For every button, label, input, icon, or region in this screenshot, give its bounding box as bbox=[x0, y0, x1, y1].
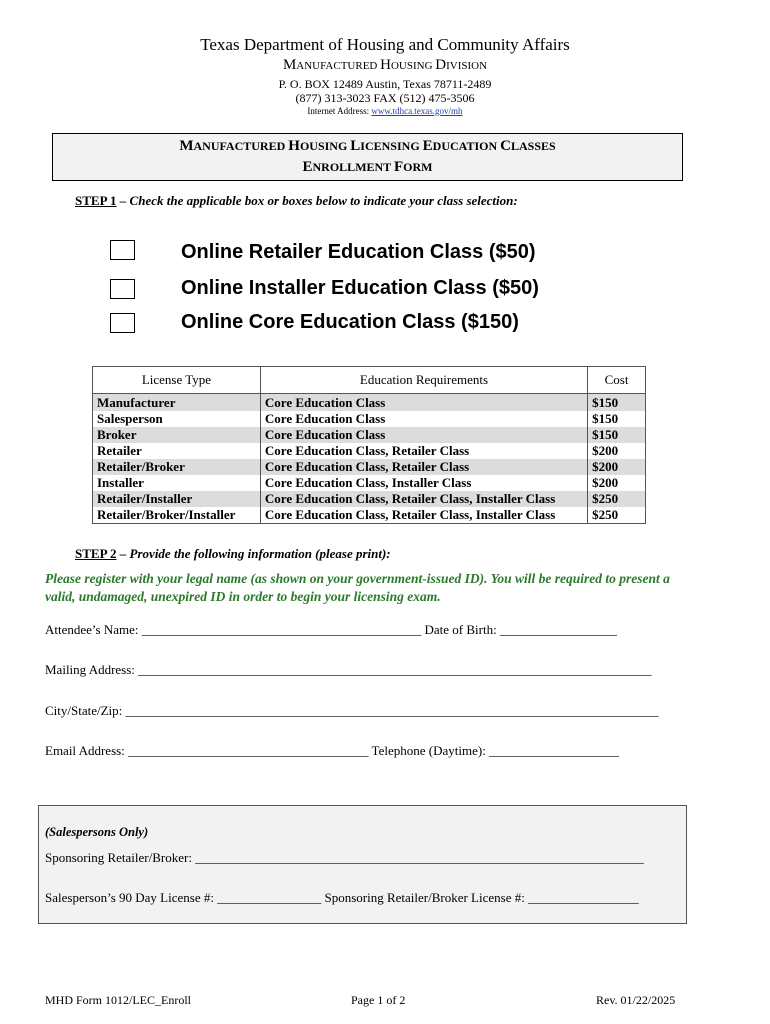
legal-name-notice: Please register with your legal name (as shown on your government-issued ID). You will be required to present a valid, undamaged, unexpired ID in order to begin your licensing exam. bbox=[45, 571, 670, 604]
cost-cell: $150 bbox=[588, 411, 646, 427]
option-core-class: Online Core Education Class ($150) bbox=[181, 311, 519, 333]
cost-cell: $150 bbox=[588, 394, 646, 412]
license-type-cell: Retailer/Installer bbox=[93, 491, 261, 507]
license-type-cell: Manufacturer bbox=[93, 394, 261, 412]
table-row bbox=[93, 475, 646, 491]
cost-cell: $200 bbox=[588, 443, 646, 459]
agency-phone: (877) 313-3023 FAX (512) 475-3506 bbox=[295, 91, 475, 105]
license-type-cell: Retailer bbox=[93, 443, 261, 459]
requirements-cell: Core Education Class, Retailer Class bbox=[260, 459, 587, 475]
license-type-cell: Salesperson bbox=[93, 411, 261, 427]
license-type-cell: Retailer/Broker bbox=[93, 459, 261, 475]
table-row bbox=[93, 427, 646, 443]
sponsoring-retailer-field[interactable]: Sponsoring Retailer/Broker: _____________________________________________________________________ bbox=[45, 850, 644, 865]
checkbox-installer-class[interactable] bbox=[110, 279, 135, 299]
revision-date: Rev. 01/22/2025 bbox=[596, 993, 676, 1007]
internet-address: Internet Address: www.tdhca.texas.gov/mh bbox=[307, 106, 463, 116]
license-type-cell: Retailer/Broker/Installer bbox=[93, 507, 261, 524]
header-license-type: License Type bbox=[93, 367, 261, 394]
requirements-cell: Core Education Class, Retailer Class, Installer Class bbox=[260, 507, 587, 524]
agency-address: P. O. BOX 12489 Austin, Texas 78711-2489 bbox=[278, 77, 492, 91]
table-row bbox=[93, 491, 646, 507]
requirements-cell: Core Education Class, Retailer Class bbox=[260, 443, 587, 459]
table-row bbox=[93, 507, 646, 524]
license-type-cell: Installer bbox=[93, 475, 261, 491]
checkbox-retailer-class[interactable] bbox=[110, 240, 135, 260]
division-name: MANUFACTURED HOUSING DIVISION bbox=[282, 57, 488, 73]
license-requirements-table bbox=[92, 366, 646, 524]
table-row bbox=[93, 411, 646, 427]
page-number: Page 1 of 2 bbox=[351, 993, 406, 1007]
table-row bbox=[93, 443, 646, 459]
form-title-line2: ENROLLMENT FORM bbox=[302, 159, 433, 175]
license-type-cell: Broker bbox=[93, 427, 261, 443]
option-installer-class: Online Installer Education Class ($50) bbox=[181, 277, 539, 299]
attendee-name-dob-field[interactable]: Attendee’s Name: ___________________________________________ Date of Birth: __________________ bbox=[45, 622, 617, 637]
cost-cell: $250 bbox=[588, 491, 646, 507]
requirements-cell: Core Education Class, Installer Class bbox=[260, 475, 587, 491]
salesperson-heading: (Salespersons Only) bbox=[45, 825, 149, 839]
cost-cell: $250 bbox=[588, 507, 646, 524]
header-education-requirements: Education Requirements bbox=[260, 367, 587, 394]
form-title-line1: MANUFACTURED HOUSING LICENSING EDUCATION CLASSES bbox=[179, 138, 556, 154]
cost-cell: $150 bbox=[588, 427, 646, 443]
requirements-cell: Core Education Class bbox=[260, 411, 587, 427]
form-id: MHD Form 1012/LEC_Enroll bbox=[45, 993, 191, 1007]
cost-cell: $200 bbox=[588, 475, 646, 491]
city-state-zip-field[interactable]: City/State/Zip: __________________________________________________________________________________ bbox=[45, 703, 659, 718]
option-retailer-class: Online Retailer Education Class ($50) bbox=[181, 241, 536, 263]
internet-link[interactable]: www.tdhca.texas.gov/mh bbox=[371, 106, 463, 116]
license-number-field[interactable]: Salesperson’s 90 Day License #: ________________ Sponsoring Retailer/Broker License #: _________________ bbox=[45, 890, 639, 905]
step1-instruction: STEP 1 – Check the applicable box or boxes below to indicate your class selection: bbox=[75, 193, 518, 208]
table-row bbox=[93, 459, 646, 475]
step2-instruction: STEP 2 – Provide the following information (please print): bbox=[75, 546, 391, 561]
header-cost: Cost bbox=[588, 367, 646, 394]
cost-cell: $200 bbox=[588, 459, 646, 475]
requirements-cell: Core Education Class bbox=[260, 394, 587, 412]
checkbox-core-class[interactable] bbox=[110, 313, 135, 333]
table-row bbox=[93, 394, 646, 412]
table-header-row bbox=[93, 367, 646, 394]
email-telephone-field[interactable]: Email Address: _____________________________________ Telephone (Daytime): ____________________ bbox=[45, 743, 620, 758]
requirements-cell: Core Education Class, Retailer Class, Installer Class bbox=[260, 491, 587, 507]
requirements-cell: Core Education Class bbox=[260, 427, 587, 443]
agency-name: Texas Department of Housing and Community Affairs bbox=[200, 35, 570, 54]
form-title-box bbox=[52, 133, 683, 181]
mailing-address-field[interactable]: Mailing Address: _______________________________________________________________________________ bbox=[45, 662, 652, 677]
